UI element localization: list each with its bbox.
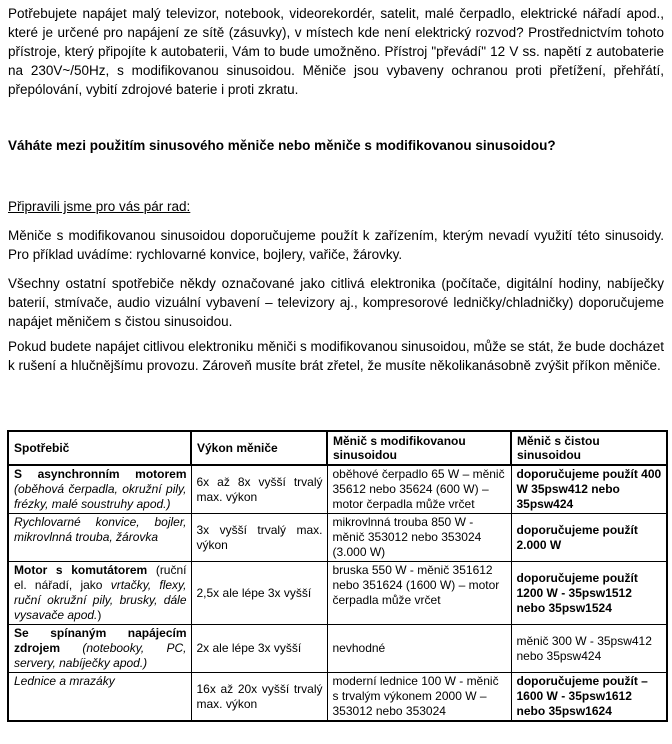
table-cell [511,465,667,514]
table-row [8,465,667,514]
column-header: Měnič s modifikovanou sinusoidou [327,431,511,465]
table-cell [511,562,667,625]
table-header-row [8,431,667,465]
table-cell [8,673,191,722]
text-run: nevhodné [332,641,386,655]
intro-paragraph: Potřebujete napájet malý televizor, notebook, videorekordér, satelit, malé čerpadlo, elektrické nářadí apod., které je určené pro napájení ze sítě (zásuvky), v místech kde není elektrický rozvod? Prostřednictvím tohoto přístroje, který připojíte k autobaterii, Vám to bude umožněno. Přístroj "převádí" 12 V ss. napětí z autobaterie na 230V~/50Hz, s modifikovanou sinusoidou. Měniče jsou vybaveny ochranou proti přetížení, přehřátí, přepólování, vybití zdrojové baterie i proti zkratu. [8,6,664,97]
table-cell [327,673,511,722]
table-cell [327,514,511,562]
table-cell [191,673,327,722]
table-cell [191,465,327,514]
paragraph-sensitive-electronics: Všechny ostatní spotřebiče někdy označované jako citlivá elektronika (počítače, digitální hodiny, nabíječky baterií, stmívače, audio vizuální vybavení – televizory aj., kompresorové ledničky/chladničky) doporučujeme napájet měničem s čistou sinusoidou. [8,276,664,329]
text-run: 16x až 20x vyšší trvalý max. výkon [196,681,323,711]
table-cell [8,562,191,625]
paragraph-modified-sine: Měniče s modifikovanou sinusoidou doporučujeme použít k zařízením, kterým nevadí využití této sinusoidy. Pro příklad uvádíme: rychlovarné konvice, bojlery, vařiče, žárovky. [8,228,664,262]
text-run: mikrovlnná trouba 850 W - měnič 353012 nebo 353024 (3.000 W) [332,515,482,559]
text-run: moderní lednice 100 W - měnič s trvalým výkonem 2000 W – 353012 nebo 353024 [332,674,499,718]
text-run: 3x vyšší trvalý max. výkon [196,522,323,552]
text-run: (notebooky, PC, servery, nabíječky apod.) [14,641,187,670]
table-row [8,625,667,673]
text-run: oběhové čerpadlo 65 W – měnič 35612 nebo 35624 (600 W) – motor čerpadla může vrčet [332,467,505,511]
text-run: Rychlovarné konvice, bojler, mikrovlnná trouba, žárovka [14,515,187,544]
table-cell [511,514,667,562]
table-cell [327,562,511,625]
table-cell [8,625,191,673]
table-cell [511,625,667,673]
table-row [8,562,667,625]
text-run: doporučujeme použít 1200 W - 35psw1512 nebo 35psw1524 [516,570,638,615]
text-run: ) [97,608,102,622]
table-cell [191,514,327,562]
table-cell [191,625,327,673]
table-cell [327,625,511,673]
paragraph-warning: Pokud budete napájet citlivou elektroniku měniči s modifikovanou sinusoidou, může se stát, že bude docházet k rušení a hlučnějšímu provozu. Zároveň musíte brát zřetel, že musíte několikanásobně zvýšit příkon měniče. [8,339,664,373]
text-run: vrtačky, flexy, ruční okružní pily, brusky, dále vysavače apod. [14,578,187,622]
inverter-comparison-table [7,430,668,722]
table-body [8,465,667,721]
text-run: doporučujeme použít 2.000 W [516,522,638,552]
table-cell [191,562,327,625]
comparison-table-wrapper [7,430,666,722]
text-run: (oběhová čerpadla, okružní pily, frézky, malé soustruhy apod.) [14,482,187,511]
table-cell [511,673,667,722]
column-header: Měnič s čistou sinusoidou [511,431,667,465]
text-run: Se spínaným napájecím zdrojem [14,626,187,655]
text-run: 2,5x ale lépe 3x vyšší [196,585,312,600]
text-run: Motor s komutátorem [14,563,148,577]
table-cell [327,465,511,514]
text-run: doporučujeme použít – 1600 W - 35psw1612 nebo 35psw1624 [516,674,648,718]
table-row [8,673,667,722]
text-run: (ruční el. nářadí, jako [14,563,187,592]
advice-heading: Připravili jsme pro vás pár rad: [8,199,191,214]
table-cell [8,514,191,562]
table-cell [8,465,191,514]
table-row [8,514,667,562]
text-run: S asynchronním motorem [14,467,187,481]
column-header: Výkon měniče [191,431,327,465]
text-run: 2x ale lépe 3x vyšší [196,641,302,655]
text-run: Lednice a mrazáky [14,674,115,688]
text-run: měnič 300 W - 35psw412 nebo 35psw424 [516,633,652,663]
question-heading: Váháte mezi použitím sinusového měniče nebo měniče s modifikovanou sinusoidou? [8,138,556,153]
text-run: 6x až 8x vyšší trvalý max. výkon [196,474,323,504]
column-header: Spotřebič [8,431,191,465]
text-run: bruska 550 W - měnič 351612 nebo 351624 (1600 W) – motor čerpadla může vrčet [332,563,500,607]
table-header [8,431,667,465]
text-run: doporučujeme použít 400 W 35psw412 nebo 35psw424 [516,467,662,511]
